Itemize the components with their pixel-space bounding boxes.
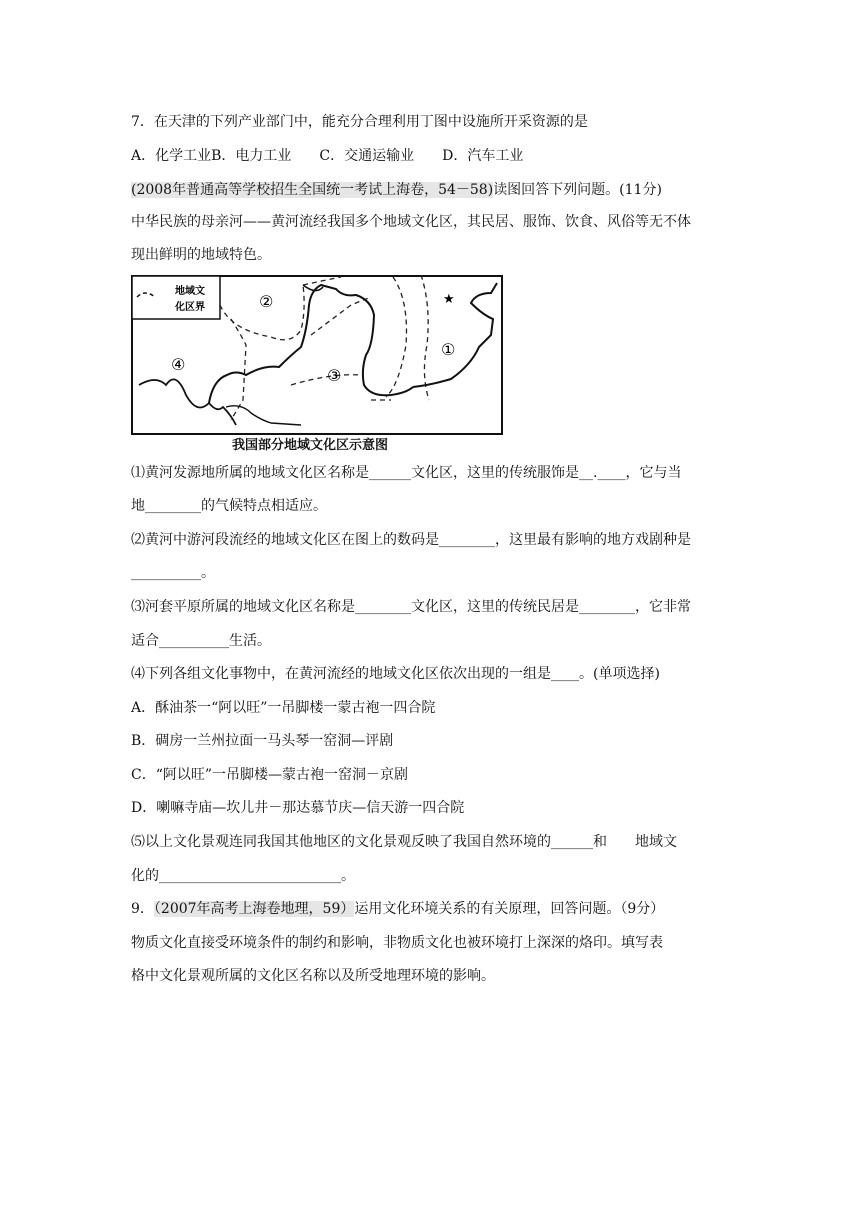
q8-option-a: A．酥油茶一“阿以旺”一吊脚楼一蒙古袍一四合院 — [131, 700, 436, 716]
q9-prompt: 运用文化环境关系的有关原理，回答问题。（9分） — [354, 901, 665, 917]
q9-line-2: 物质文化直接受环境条件的制约和影响，非物质文化也被环境打上深深的烙印。填写表 — [131, 935, 663, 951]
q8-source: (2008年普通高等学校招生全国统一考试上海卷，54－58) — [131, 182, 494, 198]
q9-line-3: 格中文化景观所属的文化区名称以及所受地理环境的影响。 — [131, 968, 495, 984]
map-legend — [132, 276, 220, 319]
q8-sub3-b: 适合__________生活。 — [131, 633, 271, 649]
q8-option-c: C．“阿以旺”一吊脚楼—蒙古袍一窑洞－京剧 — [131, 767, 409, 783]
q9-source: （2007年高考上海卷地理，59） — [153, 901, 355, 917]
q8-sub4: ⑷下列各组文化事物中，在黄河流经的地域文化区依次出现的一组是____。(单项选择) — [131, 666, 660, 682]
map-caption: 我国部分地域文化区示意图 — [232, 438, 389, 453]
q7-options: A．化学工业B．电力工业 C．交通运输业 D．汽车工业 — [131, 148, 524, 164]
q8-intro-2: 现出鲜明的地域特色。 — [131, 247, 271, 263]
q8-option-b: B．碉房一兰州拉面一马头琴一窑洞—评剧 — [131, 733, 394, 749]
legend-label-1: 地域文 — [175, 286, 205, 297]
q9-number: 9． — [131, 901, 154, 917]
q8-option-d: D．喇嘛寺庙—坎儿井－那达慕节庆—信天游一四合院 — [131, 800, 465, 816]
region-label-1: ① — [441, 340, 456, 359]
q8-sub5-a: ⑸以上文化景观连同我国其他地区的文化景观反映了我国自然环境的______和 地域文 — [131, 834, 677, 850]
q8-sub2-b: __________。 — [131, 565, 215, 581]
q8-sub1-a: ⑴黄河发源地所属的地域文化区名称是______文化区，这里的传统服饰是__.____，它与当 — [131, 465, 682, 481]
q8-header — [131, 180, 662, 200]
q8-prompt: 读图回答下列问题。(11分) — [493, 182, 662, 198]
legend-label-2: 化区界 — [175, 302, 205, 313]
q8-sub3-a: ⑶河套平原所属的地域文化区名称是________文化区，这里的传统民居是________，它非常 — [131, 599, 691, 615]
star-icon: ★ — [443, 292, 455, 307]
region-label-3: ③ — [327, 366, 342, 385]
region-label-2: ② — [259, 292, 274, 311]
q7-stem: 7．在天津的下列产业部门中，能充分合理利用丁图中设施所开采资源的是 — [131, 114, 588, 130]
q8-sub5-b: 化的__________________________。 — [131, 868, 355, 884]
cultural-region-map — [131, 275, 503, 435]
q8-intro-1: 中华民族的母亲河——黄河流经我国多个地域文化区，其民居、服饰、饮食、风俗等无不体 — [131, 214, 691, 230]
q8-sub1-b: 地________的气候特点相适应。 — [131, 498, 327, 514]
q8-sub2-a: ⑵黄河中游河段流经的地域文化区在图上的数码是________，这里最有影响的地方戏剧种是 — [131, 532, 691, 548]
region-label-4: ④ — [171, 355, 186, 374]
q9-header — [131, 899, 664, 919]
